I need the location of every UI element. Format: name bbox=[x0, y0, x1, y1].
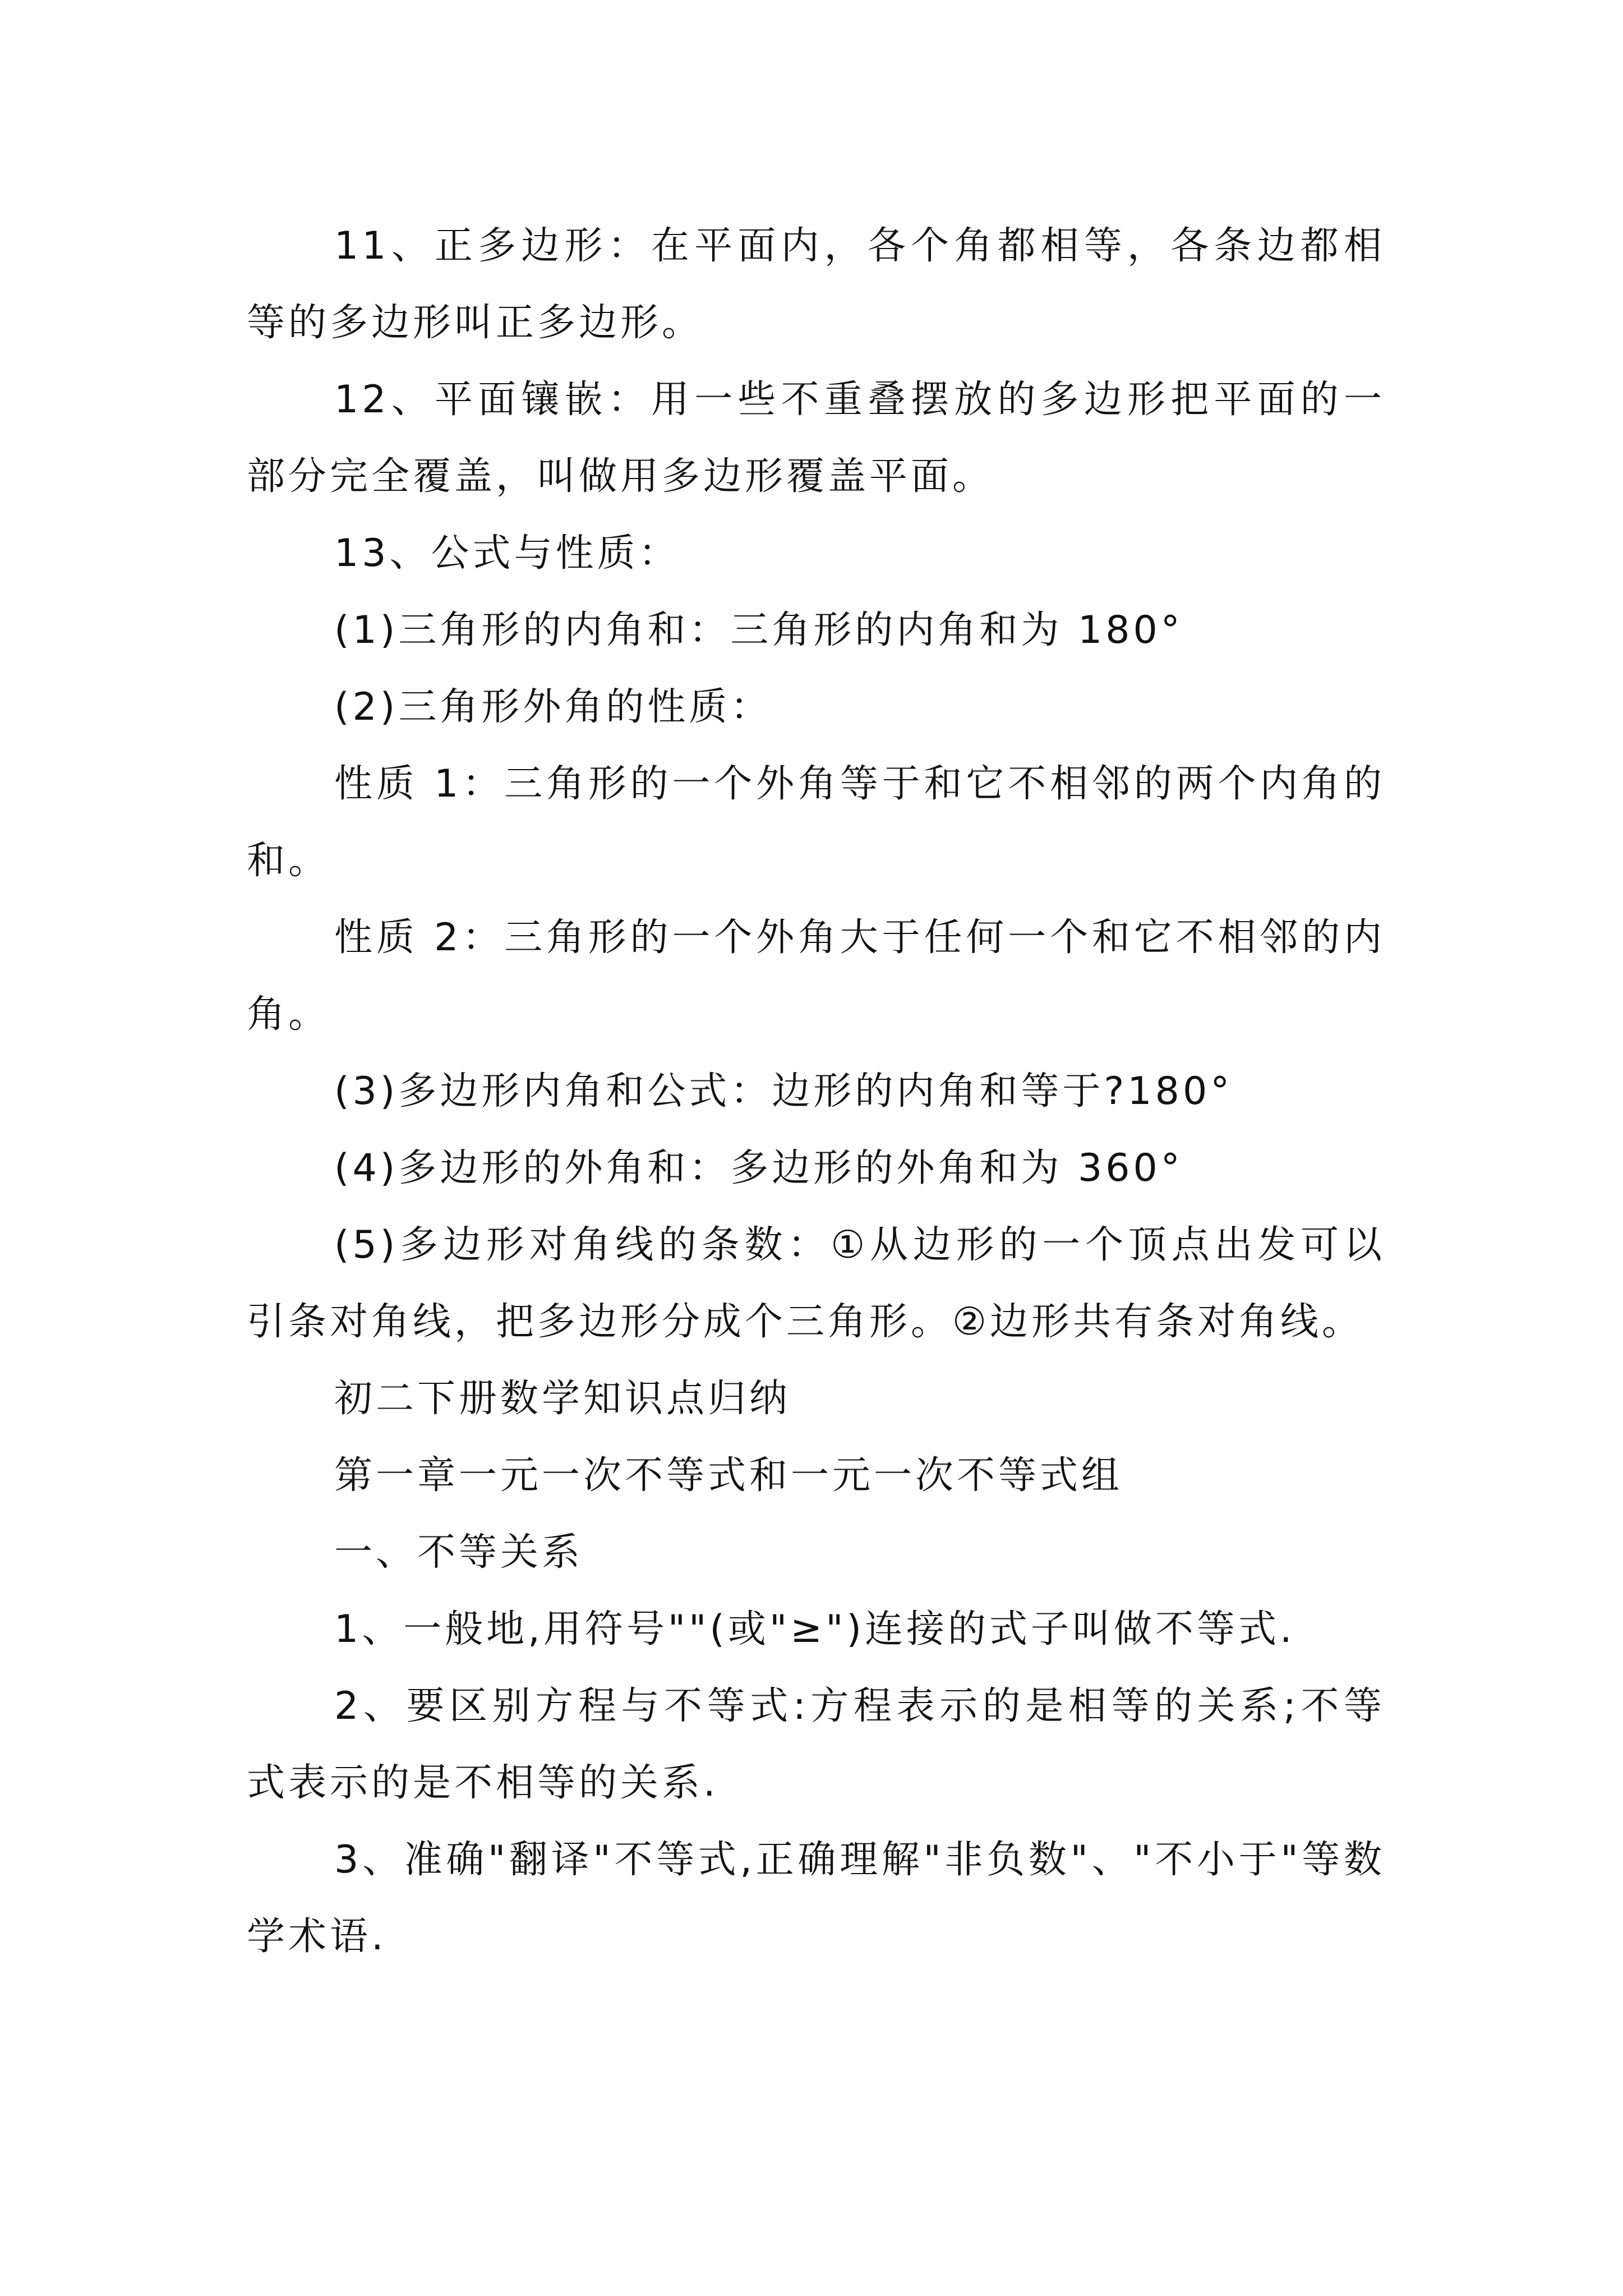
paragraph-exterior-angle-heading: (2)三角形外角的性质： bbox=[334, 685, 772, 729]
paragraph-diagonal-count: (5)多边形对角线的条数：①从边形的一个顶点出发可以引条对角线，把多边形分成个三角形。②边形共有条对角线。 bbox=[247, 1223, 1385, 1344]
paragraph-equation-vs-inequality: 2、要区别方程与不等式:方程表示的是相等的关系;不等式表示的是不相等的关系. bbox=[247, 1684, 1385, 1805]
paragraph-translate-inequality: 3、准确"翻译"不等式,正确理解"非负数"、"不小于"等数学术语. bbox=[247, 1838, 1385, 1959]
paragraph-formulas-heading: 13、公式与性质： bbox=[334, 531, 680, 576]
paragraph-polygon-interior-sum: (3)多边形内角和公式：边形的内角和等于?180° bbox=[334, 1069, 1233, 1114]
paragraph-regular-polygon: 11、正多边形：在平面内，各个角都相等，各条边都相等的多边形叫正多边形。 bbox=[247, 224, 1385, 345]
paragraph-polygon-exterior-sum: (4)多边形的外角和：多边形的外角和为 360° bbox=[334, 1146, 1183, 1190]
paragraph-plane-tessellation: 12、平面镶嵌：用一些不重叠摆放的多边形把平面的一部分完全覆盖，叫做用多边形覆盖平面。 bbox=[247, 378, 1385, 499]
document-body bbox=[247, 208, 1385, 1975]
section-title: 初二下册数学知识点归纳 bbox=[334, 1377, 791, 1421]
paragraph-property-2: 性质 2：三角形的一个外角大于任何一个和它不相邻的内角。 bbox=[247, 915, 1385, 1037]
paragraph-inequality-definition: 1、一般地,用符号""(或"≥")连接的式子叫做不等式. bbox=[334, 1607, 1295, 1651]
paragraph-triangle-angle-sum: (1)三角形的内角和：三角形的内角和为 180° bbox=[334, 608, 1183, 652]
chapter-title: 第一章一元一次不等式和一元一次不等式组 bbox=[334, 1453, 1123, 1498]
paragraph-property-1: 性质 1：三角形的一个外角等于和它不相邻的两个内角的和。 bbox=[247, 762, 1385, 883]
subsection-heading: 一、不等关系 bbox=[334, 1530, 584, 1575]
